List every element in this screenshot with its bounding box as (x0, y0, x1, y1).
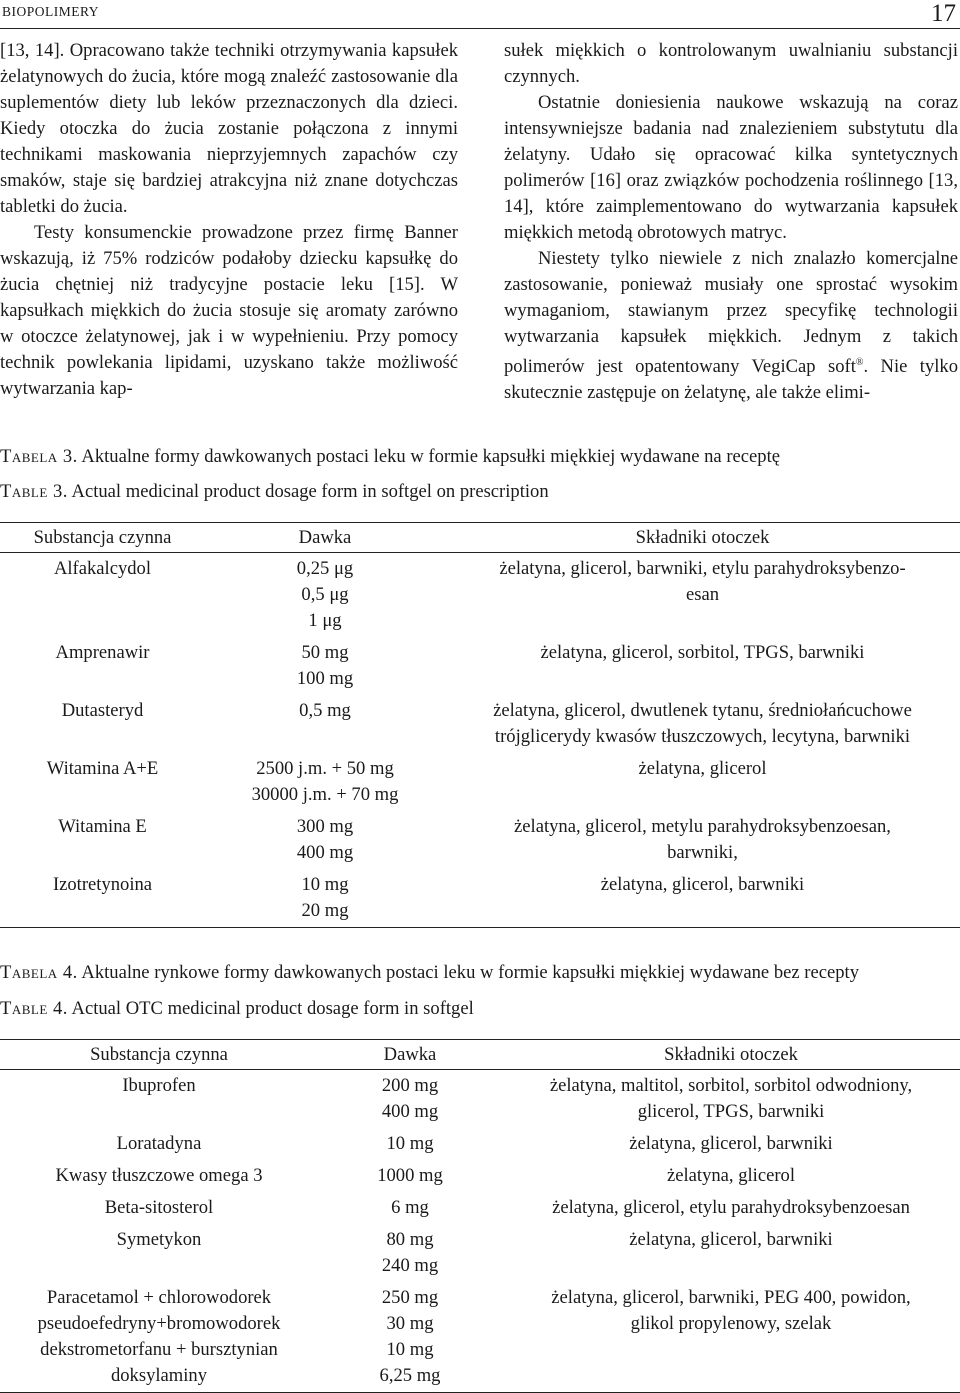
dose-cell-line: 250 mg (381, 1287, 439, 1308)
substance-cell-line: Paracetamol + chlorowodorek (46, 1287, 272, 1308)
shell-cell-line: żelatyna, glicerol, sorbitol, TPGS, barwniki (540, 642, 865, 663)
running-head: BIOPOLIMERY (2, 4, 100, 19)
dose-cell (205, 811, 445, 869)
left-column (0, 38, 458, 402)
table-row (0, 553, 960, 638)
dose-cell (318, 1070, 502, 1129)
dose-cell-line: 1 μg (308, 610, 342, 631)
dose-cell-line: 0,5 μg (301, 584, 349, 605)
shell-cell-line: żelatyna, glicerol, barwniki, PEG 400, powidon, (551, 1287, 911, 1308)
substance-cell-line: Loratadyna (116, 1133, 202, 1154)
table-row (0, 1128, 960, 1160)
dose-cell (205, 695, 445, 753)
dose-cell (318, 1282, 502, 1393)
shell-cell (502, 1224, 960, 1282)
substance-cell-line: pseudoefedryny+bromowodorek (37, 1313, 281, 1334)
substance-cell (0, 1070, 318, 1129)
paragraph: [13, 14]. Opracowano także techniki otrzymywania kapsułek żelatynowych do żucia, które mogą znaleźć zastosowanie dla suplementów diety lub leków przeznaczonych dla dzieci. Kiedy otoczka do żucia zostanie połączona z innymi technikami maskowania nieprzyjemnych zapachów czy smaków, staje się bardziej atrakcyjna niż znane dotychczas tabletki do żucia. (0, 40, 458, 217)
substance-cell-line: Beta-sitosterol (104, 1197, 214, 1218)
caption-text: Aktualne formy dawkowanych postaci leku w formie kapsułki miękkiej wydawane na receptę (77, 446, 780, 467)
substance-cell (0, 1192, 318, 1224)
substance-cell: Alfakalcydol (53, 558, 152, 579)
paragraph (504, 246, 958, 406)
paragraph: Ostatnie doniesienia naukowe wskazują na coraz intensywniejsze badania nad znalezieniem substytutu dla żelatyny. Udało się opracować kilka syntetycznych polimerów [16] oraz związków pochodzenia roślinnego [13, 14], które zaimplementowano do wytwarzania kapsułek miękkich metodą obrotowych matryc. (504, 92, 958, 243)
paragraph-text: Niestety tylko niewiele z nich znalazło komercjalne zastosowanie, ponieważ musiały one sprostać wysokim wymaganiom, stawianym przez specyfikę technologii wytwarzania kapsułek miękkich. Jednym z takich polimerów jest opatentowany VegiCap soft (504, 248, 958, 378)
shell-cell-line: esan (685, 584, 720, 605)
shell-cell-line: żelatyna, glicerol, barwniki (629, 1133, 833, 1154)
shell-cell-line: żelatyna, glicerol, barwniki (600, 874, 805, 895)
substance-cell: Witamina E (58, 816, 147, 837)
table-row (0, 637, 960, 695)
substance-cell-line: Ibuprofen (122, 1075, 196, 1096)
shell-cell-line: żelatyna, glicerol, dwutlenek tytanu, średniołańcuchowe (493, 700, 912, 721)
page-number: 17 (931, 0, 956, 27)
caption-label: Table 3. (0, 481, 68, 502)
shell-cell-line: żelatyna, maltitol, sorbitol, sorbitol odwodniony, (549, 1075, 913, 1096)
registered-mark: ® (855, 357, 864, 368)
dose-cell (318, 1128, 502, 1160)
substance-cell (0, 1224, 318, 1282)
header-rule (0, 28, 960, 29)
caption-label: Tabela 4. (0, 962, 78, 983)
paragraph-text: . Nie tylko skutecznie zastępuje on żelatynę, ale także elimi- (504, 356, 958, 404)
substance-cell (0, 1160, 318, 1192)
right-column (504, 38, 958, 406)
dose-cell (318, 1160, 502, 1192)
caption-label: Table 4. (0, 998, 68, 1019)
dose-cell-line: 2500 j.m. + 50 mg (256, 758, 394, 779)
substance-cell (0, 1282, 318, 1393)
shell-cell (445, 695, 960, 753)
table4-caption-pl (0, 962, 960, 984)
table-row (0, 1192, 960, 1224)
substance-cell-line: dekstrometorfanu + bursztynian (40, 1339, 278, 1360)
shell-cell-line: trójglicerydy kwasów tłuszczowych, lecytyna, barwniki (494, 726, 911, 747)
table-row (0, 1282, 960, 1393)
table-row (0, 695, 960, 753)
table3 (0, 522, 960, 928)
table-row (0, 1224, 960, 1282)
caption-text: Actual medicinal product dosage form in softgel on prescription (67, 481, 549, 502)
shell-cell (445, 553, 960, 638)
column-header: Składniki otoczek (445, 523, 960, 553)
dose-cell-line: 400 mg (381, 1101, 439, 1122)
shell-cell-line: żelatyna, glicerol, etylu parahydroksybenzoesan (552, 1197, 910, 1218)
substance-cell-line: Symetykon (116, 1229, 202, 1250)
shell-cell-line: żelatyna, glicerol (638, 758, 767, 779)
caption-text: Actual OTC medicinal product dosage form in softgel (67, 998, 474, 1019)
dose-cell (205, 753, 445, 811)
shell-cell-line: barwniki, (667, 842, 738, 863)
dose-cell-line: 0,5 mg (299, 700, 351, 721)
shell-cell (445, 753, 960, 811)
dose-cell-line: 300 mg (296, 816, 354, 837)
column-header: Dawka (205, 523, 445, 553)
dose-cell (318, 1224, 502, 1282)
substance-cell: Witamina A+E (46, 758, 159, 779)
substance-cell (0, 1128, 318, 1160)
shell-cell (502, 1128, 960, 1160)
substance-cell: Izotretynoina (0, 869, 205, 928)
paragraph: sułek miękkich o kontrolowanym uwalnianiu substancji czynnych. (504, 40, 958, 87)
dose-cell-line: 200 mg (381, 1075, 439, 1096)
shell-cell-line: żelatyna, glicerol, barwniki, etylu parahydroksybenzo- (499, 558, 906, 579)
column-header: Substancja czynna (0, 523, 205, 553)
table-row (0, 753, 960, 811)
shell-cell-line: żelatyna, glicerol (666, 1165, 796, 1186)
shell-cell (445, 811, 960, 869)
shell-cell-line: glikol propylenowy, szelak (630, 1313, 832, 1334)
dose-cell-line: 6,25 mg (379, 1365, 441, 1386)
dose-cell (205, 869, 445, 928)
dose-cell-line: 1000 mg (377, 1165, 443, 1186)
dose-cell-line: 400 mg (296, 842, 354, 863)
dose-cell (318, 1192, 502, 1224)
dose-cell-line: 10 mg (301, 874, 349, 895)
dose-cell-line: 30000 j.m. + 70 mg (251, 784, 399, 805)
substance-cell-line: doksylaminy (110, 1365, 208, 1386)
shell-cell (502, 1070, 960, 1129)
shell-cell-line: żelatyna, glicerol, barwniki (629, 1229, 833, 1250)
substance-cell-line: Kwasy tłuszczowe omega 3 (55, 1165, 263, 1186)
table4-caption-en (0, 998, 960, 1020)
dose-cell-line: 10 mg (386, 1339, 434, 1360)
caption-label: Tabela 3. (0, 446, 78, 467)
table-row (0, 811, 960, 869)
dose-cell-line: 240 mg (381, 1255, 439, 1276)
dose-cell (205, 553, 445, 638)
dose-cell (205, 637, 445, 695)
column-header: Substancja czynna (0, 1040, 318, 1070)
column-header: Składniki otoczek (502, 1040, 960, 1070)
dose-cell-line: 80 mg (386, 1229, 434, 1250)
table3-body (0, 553, 960, 928)
shell-cell-line: żelatyna, glicerol, metylu parahydroksybenzoesan, (514, 816, 891, 837)
substance-cell: Dutasteryd (61, 700, 144, 721)
shell-cell (502, 1160, 960, 1192)
shell-cell (445, 869, 960, 928)
dose-cell-line: 20 mg (301, 900, 349, 921)
shell-cell (502, 1282, 960, 1393)
caption-text: Aktualne rynkowe formy dawkowanych postaci leku w formie kapsułki miękkiej wydawane bez recepty (77, 962, 859, 983)
paragraph: Testy konsumenckie prowadzone przez firmę Banner wskazują, iż 75% rodziców podałoby dziecku kapsułkę do żucia chętniej niż tradycyjne postacie leku [15]. W kapsułkach miękkich do żucia stosuje się aromaty zarówno w otoczce żelatynowej, jak i w wypełnieniu. Przy pomocy technik powlekania lipidami, uzyskano także możliwość wytwarzania kap- (0, 222, 458, 399)
shell-cell (445, 637, 960, 695)
shell-cell-line: glicerol, TPGS, barwniki (637, 1101, 825, 1122)
substance-cell: Amprenawir (55, 642, 150, 663)
table3-caption-pl (0, 446, 960, 468)
dose-cell-line: 0,25 μg (296, 558, 354, 579)
shell-cell (502, 1192, 960, 1224)
dose-cell-line: 100 mg (296, 668, 354, 689)
table-row (0, 1160, 960, 1192)
column-header: Dawka (318, 1040, 502, 1070)
dose-cell-line: 50 mg (301, 642, 349, 663)
dose-cell-line: 30 mg (386, 1313, 434, 1334)
dose-cell-line: 6 mg (391, 1197, 429, 1218)
table-row (0, 869, 960, 928)
table-row (0, 1070, 960, 1129)
dose-cell-line: 10 mg (386, 1133, 434, 1154)
table3-caption-en (0, 481, 960, 503)
table4-body (0, 1070, 960, 1393)
table4 (0, 1039, 960, 1393)
